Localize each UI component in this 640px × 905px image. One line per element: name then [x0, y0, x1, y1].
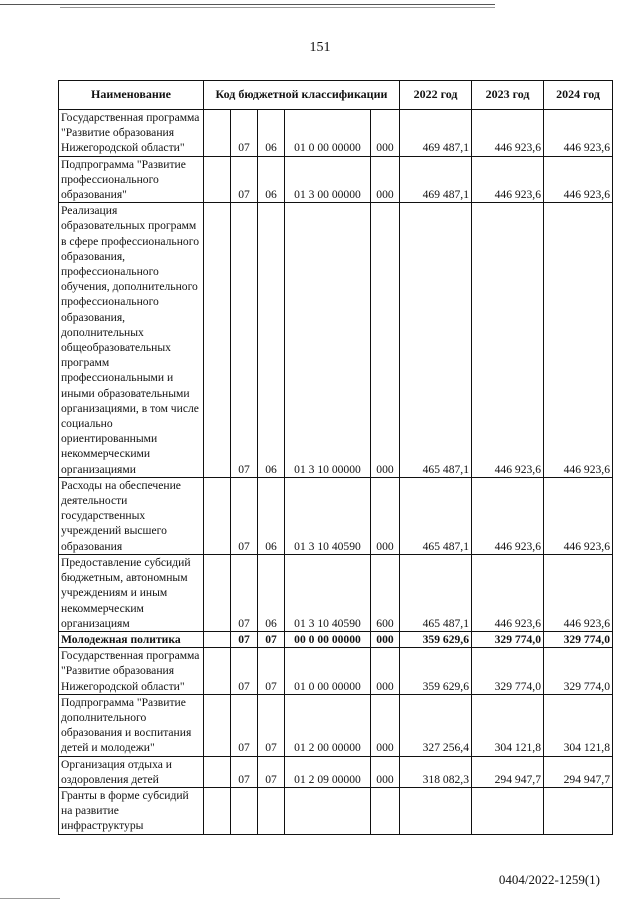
row-value-2024: 294 947,7	[544, 756, 613, 787]
row-value-2023: 329 774,0	[472, 648, 544, 695]
row-section-code	[231, 787, 258, 834]
header-2022: 2022 год	[400, 81, 472, 110]
row-target-code: 01 3 00 00000	[285, 156, 371, 203]
row-value-2022: 465 487,1	[400, 203, 472, 478]
row-name-cell: Предоставление субсидий бюджетным, автономным учреждениям и иным некоммерческим организациям	[59, 554, 204, 631]
row-section-code: 07	[231, 648, 258, 695]
row-blank-cell	[204, 203, 231, 478]
header-code: Код бюджетной классификации	[204, 81, 400, 110]
row-expense-type-code: 000	[371, 156, 400, 203]
row-value-2023	[472, 787, 544, 834]
row-blank-cell	[204, 648, 231, 695]
row-value-2022: 465 487,1	[400, 554, 472, 631]
row-subsection-code: 06	[258, 203, 285, 478]
row-value-2024: 329 774,0	[544, 631, 613, 647]
row-value-2023: 329 774,0	[472, 631, 544, 647]
row-target-code: 00 0 00 00000	[285, 631, 371, 647]
table-body	[59, 110, 613, 835]
row-subsection-code: 07	[258, 694, 285, 756]
row-subsection-code: 06	[258, 554, 285, 631]
table-row	[59, 787, 613, 834]
row-value-2022: 318 082,3	[400, 756, 472, 787]
row-value-2022: 469 487,1	[400, 110, 472, 157]
table-row	[59, 554, 613, 631]
header-name: Наименование	[59, 81, 204, 110]
row-subsection-code: 07	[258, 631, 285, 647]
row-value-2022: 359 629,6	[400, 648, 472, 695]
row-expense-type-code: 600	[371, 554, 400, 631]
row-value-2023: 446 923,6	[472, 203, 544, 478]
table-row	[59, 203, 613, 478]
top-rule	[0, 4, 495, 5]
row-value-2023: 304 121,8	[472, 694, 544, 756]
row-expense-type-code: 000	[371, 756, 400, 787]
table-row	[59, 477, 613, 554]
row-expense-type-code: 000	[371, 694, 400, 756]
row-subsection-code	[258, 787, 285, 834]
row-value-2024: 446 923,6	[544, 554, 613, 631]
row-target-code: 01 0 00 00000	[285, 648, 371, 695]
row-value-2022: 327 256,4	[400, 694, 472, 756]
table-row	[59, 631, 613, 647]
header-2024: 2024 год	[544, 81, 613, 110]
row-target-code: 01 3 10 40590	[285, 554, 371, 631]
row-name-cell: Расходы на обеспечение деятельности государственных учреждений высшего образования	[59, 477, 204, 554]
row-name-cell: Государственная программа "Развитие образования Нижегородской области"	[59, 648, 204, 695]
row-target-code	[285, 787, 371, 834]
row-section-code: 07	[231, 694, 258, 756]
row-subsection-code: 07	[258, 756, 285, 787]
row-value-2023: 446 923,6	[472, 156, 544, 203]
document-code: 0404/2022-1259(1)	[498, 872, 600, 887]
row-blank-cell	[204, 631, 231, 647]
top-rule-secondary	[60, 7, 495, 8]
row-section-code: 07	[231, 756, 258, 787]
row-value-2022: 359 629,6	[400, 631, 472, 647]
row-name-cell: Молодежная политика	[59, 631, 204, 647]
row-expense-type-code: 000	[371, 631, 400, 647]
row-blank-cell	[204, 156, 231, 203]
row-section-code: 07	[231, 110, 258, 157]
row-value-2024	[544, 787, 613, 834]
row-value-2022	[400, 787, 472, 834]
row-value-2024: 446 923,6	[544, 477, 613, 554]
row-name-cell: Государственная программа "Развитие образования Нижегородской области"	[59, 110, 204, 157]
table-row	[59, 756, 613, 787]
table-row	[59, 694, 613, 756]
row-section-code: 07	[231, 554, 258, 631]
row-subsection-code: 06	[258, 156, 285, 203]
row-value-2023: 446 923,6	[472, 554, 544, 631]
row-subsection-code: 06	[258, 110, 285, 157]
page-number: 151	[309, 40, 331, 55]
table-row	[59, 156, 613, 203]
row-target-code: 01 2 00 00000	[285, 694, 371, 756]
row-section-code: 07	[231, 203, 258, 478]
row-target-code: 01 3 10 40590	[285, 477, 371, 554]
row-blank-cell	[204, 477, 231, 554]
budget-table	[58, 80, 613, 835]
row-value-2022: 469 487,1	[400, 156, 472, 203]
row-expense-type-code: 000	[371, 203, 400, 478]
row-value-2024: 329 774,0	[544, 648, 613, 695]
row-section-code: 07	[231, 631, 258, 647]
header-2023: 2023 год	[472, 81, 544, 110]
row-expense-type-code: 000	[371, 110, 400, 157]
row-target-code: 01 0 00 00000	[285, 110, 371, 157]
row-subsection-code: 07	[258, 648, 285, 695]
row-name-cell: Подпрограмма "Развитие дополнительного образования и воспитания детей и молодежи"	[59, 694, 204, 756]
row-target-code: 01 3 10 00000	[285, 203, 371, 478]
row-name-cell: Организация отдыха и оздоровления детей	[59, 756, 204, 787]
row-expense-type-code: 000	[371, 477, 400, 554]
row-blank-cell	[204, 787, 231, 834]
row-name-cell: Гранты в форме субсидий на развитие инфраструктуры	[59, 787, 204, 834]
row-blank-cell	[204, 110, 231, 157]
row-value-2024: 304 121,8	[544, 694, 613, 756]
row-value-2023: 446 923,6	[472, 477, 544, 554]
row-value-2024: 446 923,6	[544, 203, 613, 478]
row-name-cell: Реализация образовательных программ в сфере профессионального образования, профессионального обучения, дополнительного профессионального образования, дополнительных общеобразовательных программ профессиональными и иными образовательными организациями, в том числе социально ориентированными некоммерческими организациями	[59, 203, 204, 478]
row-section-code: 07	[231, 477, 258, 554]
row-target-code: 01 2 09 00000	[285, 756, 371, 787]
bottom-rule	[0, 898, 60, 899]
row-value-2023: 294 947,7	[472, 756, 544, 787]
row-value-2024: 446 923,6	[544, 156, 613, 203]
row-section-code: 07	[231, 156, 258, 203]
row-blank-cell	[204, 756, 231, 787]
row-expense-type-code	[371, 787, 400, 834]
row-expense-type-code: 000	[371, 648, 400, 695]
row-name-cell: Подпрограмма "Развитие профессионального образования"	[59, 156, 204, 203]
row-blank-cell	[204, 694, 231, 756]
row-value-2024: 446 923,6	[544, 110, 613, 157]
row-value-2022: 465 487,1	[400, 477, 472, 554]
table-header-row	[59, 81, 613, 110]
row-value-2023: 446 923,6	[472, 110, 544, 157]
row-subsection-code: 06	[258, 477, 285, 554]
table-row	[59, 110, 613, 157]
row-blank-cell	[204, 554, 231, 631]
table-row	[59, 648, 613, 695]
